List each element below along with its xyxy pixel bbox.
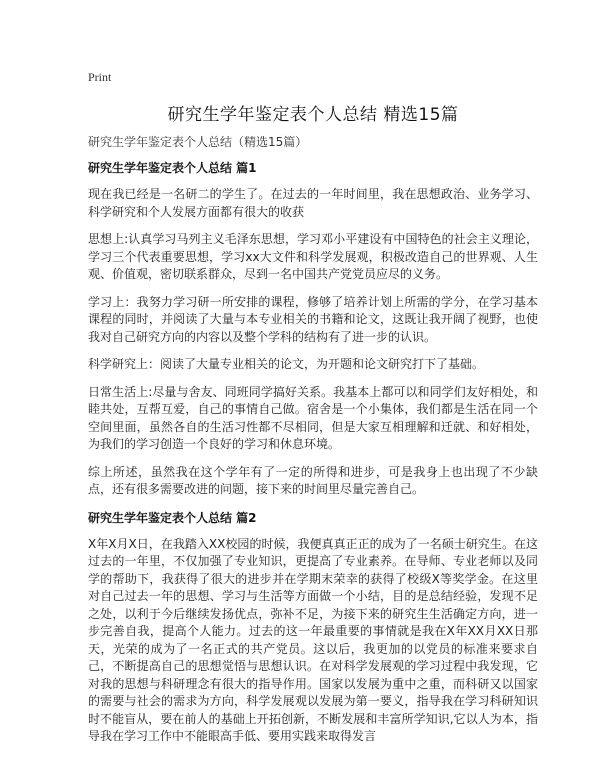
section-heading-2: 研究生学年鉴定表个人总结 篇2 — [88, 510, 257, 525]
section-heading-1: 研究生学年鉴定表个人总结 篇1 — [88, 161, 257, 175]
page-title: 研究生学年鉴定表个人总结 精选15篇 — [167, 105, 459, 125]
paragraph: X年X月X日，在我踏入XX校园的时候，我便真真正正的成为了一名硕士研究生。在这过去的一年里，不仅加强了专业知识，更提高了专业素养。在导师、专业老师以及同学的帮助下，我获得了很大的进步并在学期末荣幸的获得了校级X等奖学金。在这里对自己过去一年的思想、学习与生活等方面做一个小结，目的是总结经验，发现不足之处，以利于今后继续发扬优点，弥补不足，为接下来的研究生生活确定方向，进一步完善自我，提高个人能力。过去的这一年最重要的事情就是我在X年XX月XX日那天，光荣的成为了一名正式的共产党员。这以后，我更加的以党员的标准来要求自己，不断提高自己的思想觉悟与思想认识。在对科学发展观的学习过程中我发现，它对我的思想与科研理念有很大的指导作用。国家以发展为重中之重，而科研又以国家的需要与社会的需求为方向，科学发展观以发展为第一要义，指导我在学习科研知识时不能盲从，要在前人的基础上开拓创新，不断发展和丰富所学知识,它以人为本，指导我在学习工作中不能眼高手低、要用实践来取得发言 — [88, 536, 538, 743]
paragraph: 学习上：我努力学习研一所安排的课程，修够了培养计划上所需的学分，在学习基本课程的同时，并阅读了大量与本专业相关的书籍和论文，这既让我开阔了视野，也使我对自己研究方向的内容以及整个学科的结构有了进一步的认识。 — [88, 294, 538, 344]
document-subtitle: 研究生学年鉴定表个人总结（精选15篇） — [88, 135, 308, 149]
paragraph: 现在我已经是一名研二的学生了。在过去的一年时间里，我在思想政治、业务学习、科学研究和个人发展方面都有很大的收获 — [88, 187, 538, 219]
paragraph: 思想上:认真学习马列主义毛泽东思想，学习邓小平建设有中国特色的社会主义理论，学习三个代表重要思想，学习xx大文件和科学发展观，积极改造自己的世界观、人生观、价值观，密切联系群众，尽到一名中国共产党党员应尽的义务。 — [88, 232, 538, 281]
paragraph: 日常生活上:尽量与舍友、同班同学搞好关系。我基本上都可以和同学们友好相处，和睦共处，互帮互爱，自己的事情自己做。宿舍是一个小集体，我们都是生活在同一个空间里面，虽然各自的生活习性都不尽相同，但是大家互相理解和迁就、和好相处，为我们的学习创造一个良好的学习和休息环境。 — [88, 384, 538, 451]
paragraph: 综上所述，虽然我在这个学年有了一定的所得和进步，可是我身上也出现了不少缺点，还有很多需要改进的问题，接下来的时间里尽量完善自己。 — [88, 464, 538, 496]
paragraph: 科学研究上：阅读了大量专业相关的论文，为开题和论文研究打下了基础。 — [88, 357, 485, 371]
print-link[interactable]: Print — [88, 70, 112, 84]
document-body — [88, 159, 538, 756]
